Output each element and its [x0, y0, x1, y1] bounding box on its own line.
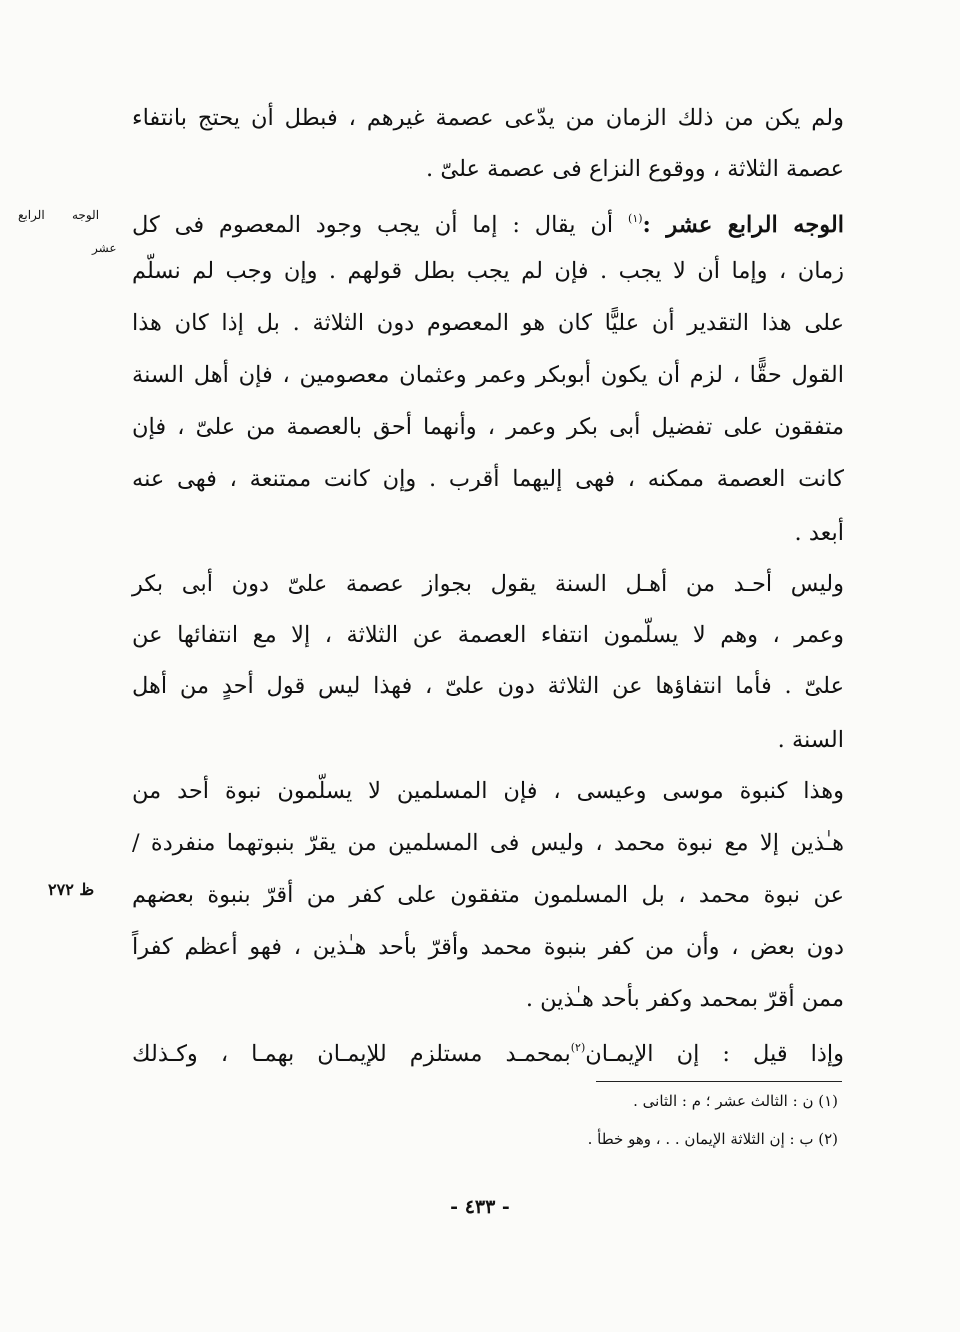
text-line-3-body: أن يقال : إما أن يجب وجود المعصوم فى كل [132, 212, 614, 238]
text-line-18: ممن أقرّ بمحمد وكفر بأحد هـٰذين . [525, 986, 844, 1012]
footnote-marker-2: (٢) [570, 1041, 586, 1054]
text-line-4: زمان ، وإما أن لا يجب . فإن لم يجب بطل قولهم . وإن وجب لم نسلّم [132, 258, 844, 284]
text-line-7: متفقون على تفضيل أبى بكر وعمر ، وأنهما أحق بالعصمة من علىّ ، فإن [132, 414, 844, 440]
text-line-2: عصمة الثلاثة ، ووقوع النزاع فى عصمة علىّ . [426, 156, 844, 182]
text-line-15: هـٰذين إلا مع نبوة محمد ، وليس فى المسلمين من يقرّ بنبوتهما منفردة / [132, 830, 844, 856]
footnote-2: (٢) ب : إن الثلاثة الإيمان . . ، وهو خطأ . [587, 1130, 838, 1148]
footnote-marker-1: (١) [628, 212, 643, 225]
text-line-10: وليس أحـد من أهـل السنة يقول بجواز عصمة علىّ دون أبى بكر [132, 571, 844, 597]
folio-reference: ظ ٢٧٢ [48, 880, 95, 899]
margin-note-word-3: الرابع [18, 208, 45, 222]
section-heading: الوجه الرابع عشر : [642, 212, 844, 238]
text-line-16: عن نبوة محمد ، بل المسلمون متفقون على كفر من أقرّ بنبوة بعضهم [132, 882, 844, 908]
text-line-17: دون بعض ، وأن من كفر بنبوة محمد وأقرّ بأحد هـٰذين ، فهو أعظم كفراً [132, 934, 844, 960]
text-line-19-start: وإذا قيل : إن الإيمـان [585, 1041, 844, 1067]
text-line-12: علىّ . فأما انتفاؤها عن الثلاثة دون علىّ ، فهذا ليس قول أحدٍ من أهل [132, 673, 844, 699]
text-line-11: وعمر ، وهم لا يسلّمون انتفاء العصمة عن الثلاثة ، إلا مع انتفائها عن [132, 622, 844, 648]
text-line-19-body: بمحمـد مستلزم للإيمـان بهمـا ، وكـذلك [132, 1041, 571, 1067]
text-line-8: كانت العصمة ممكنه ، فهى إليهما أقرب . وإن كانت ممتنعة ، فهى عنه [132, 466, 844, 492]
margin-note-word-1: الوجه [72, 208, 100, 222]
text-line-14: وهذا كنبوة موسى وعيسى ، فإن المسلمين لا يسلّمون نبوة أحد من [132, 778, 844, 804]
text-line-6: القول حقًّا ، لزم أن يكون أبوبكر وعمر وعثمان معصومين ، فإن أهل السنة [132, 362, 844, 388]
text-line-3 [132, 201, 844, 237]
text-line-19 [132, 1030, 844, 1066]
text-line-1: ولم يكن من ذلك الزمان من يدّعى عصمة غيرهم ، فبطل أن يحتج بانتفاء [132, 105, 844, 131]
text-line-5: على هذا التقدير أن عليًّا كان هو المعصوم دون الثلاثة . بل إذا كان هذا [132, 310, 844, 336]
text-line-13: السنة . [777, 727, 844, 753]
margin-note-word-2: عشر [92, 241, 117, 255]
footnote-1: (١) ن : الثالث عشر ؛ م : الثانى . [633, 1092, 838, 1110]
text-line-9: أبعد . [794, 520, 844, 546]
footnote-divider [596, 1081, 842, 1082]
page-number: - ٤٣٣ - [450, 1196, 510, 1218]
